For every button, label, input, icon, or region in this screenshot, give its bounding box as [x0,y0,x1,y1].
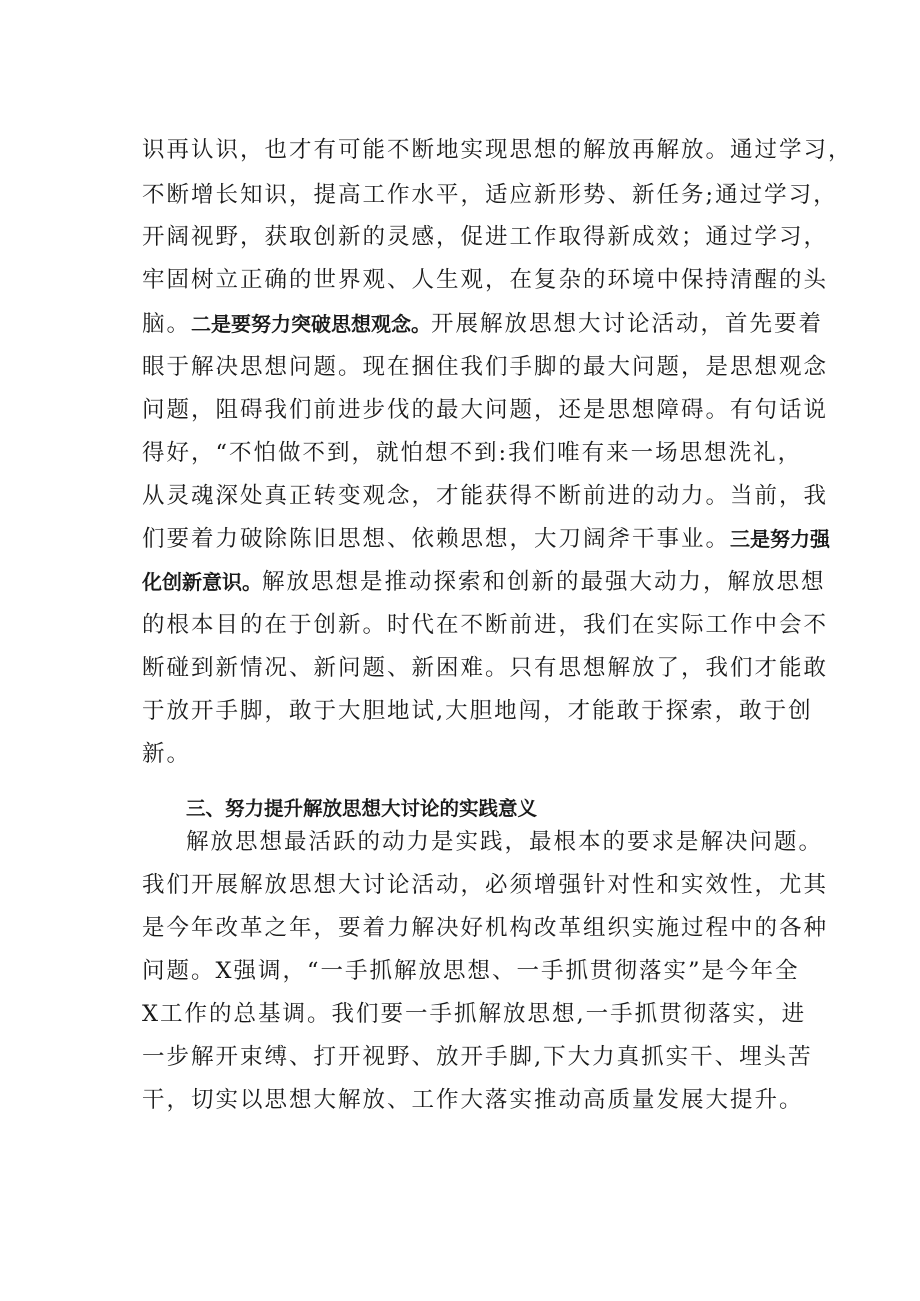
section-heading: 三、努力提升解放思想大讨论的实践意义 [186,797,538,820]
bold-phrase: 三是努力强 [730,527,831,551]
paragraph-line: 眼于解决思想问题。现在捆住我们手脚的最大问题，是思想观念 [142,354,829,380]
paragraph-line: X工作的总基调。我们要一手抓解放思想,一手抓贯彻落实，进 [142,1001,807,1027]
paragraph-line: 开阔视野，获取创新的灵感，促进工作取得新成效；通过学习， [142,224,829,250]
paragraph-line: 新。 [142,741,192,767]
paragraph-line [142,305,824,343]
paragraph-line: 断碰到新情况、新问题、新困难。只有思想解放了，我们才能敢 [142,655,829,681]
paragraph-line: 干，切实以思想大解放、工作大落实推动高质量发展大提升。 [142,1087,804,1113]
paragraph-line: 问题。X强调，“一手抓解放思想、一手抓贯彻落实”是今年全 [142,958,800,984]
bold-phrase: 二是要努力突破思想观念。 [191,312,432,336]
text-segment: 开展解放思想大讨论活动，首先要着 [431,311,824,337]
text-segment: 脑。 [142,311,192,337]
paragraph-line: 我们开展解放思想大讨论活动，必须增强针对性和实效性，尤其 [142,872,829,898]
paragraph-line: 问题，阻碍我们前进步伐的最大问题，还是思想障碍。有句话说 [142,397,829,423]
paragraph-line: 一步解开束缚、打开视野、放开手脚,下大力真抓实干、埋头苦 [142,1044,813,1070]
paragraph-line: 牢固树立正确的世界观、人生观，在复杂的环境中保持清醒的头 [142,267,829,293]
paragraph-line: 从灵魂深处真正转变观念，才能获得不断前进的动力。当前，我 [142,483,829,509]
paragraph-line [142,520,831,558]
paragraph-line: 不断增长知识，提高工作水平，适应新形势、新任务;通过学习， [142,182,838,208]
paragraph-line: 是今年改革之年，要着力解决好机构改革组织实施过程中的各种 [142,915,829,941]
paragraph-line [142,563,826,601]
text-segment: 们要着力破除陈旧思想、依赖思想，大刀阔斧干事业。 [142,526,731,552]
paragraph-line: 识再认识，也才有可能不断地实现思想的解放再解放。通过学习， [142,137,853,163]
text-segment: 解放思想是推动探索和创新的最强大动力，解放思想 [262,569,826,595]
paragraph-line: 的根本目的在于创新。时代在不断前进，我们在实际工作中会不 [142,612,829,638]
paragraph-line: 于放开手脚，敢于大胆地试,大胆地闯，才能敢于探索，敢于创 [142,698,813,724]
paragraph-line: 得好，“不怕做不到，就怕想不到:我们唯有来一场思想洗礼， [142,440,803,466]
paragraph-line: 解放思想最活跃的动力是实践，最根本的要求是解决问题。 [186,829,824,855]
bold-phrase: 化创新意识。 [142,570,262,594]
